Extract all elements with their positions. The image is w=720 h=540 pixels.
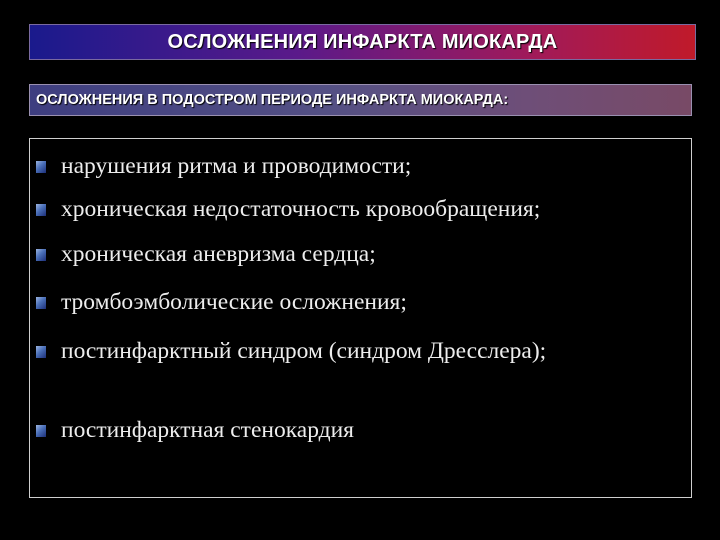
list-item [36,239,676,270]
square-bullet-icon [36,161,46,173]
list-item-text: нарушения ритма и проводимости; [61,153,412,179]
list-item-text: хроническая аневризма сердца; [61,241,376,267]
slide-title-bar [29,24,696,60]
list-item [36,151,676,182]
list-item [36,336,556,367]
square-bullet-icon [36,249,46,261]
square-bullet-icon [36,346,46,358]
complications-list-box [29,138,692,498]
list-item [36,287,676,318]
section-heading: ОСЛОЖНЕНИЯ В ПОДОСТРОМ ПЕРИОДЕ ИНФАРКТА МИОКАРДА: [36,92,509,108]
list-item-text: постинфарктная стенокардия [61,417,354,443]
list-item-text: постинфарктный синдром (синдром Дресслера); [61,338,547,364]
section-heading-bar [29,84,692,116]
list-item-text: хроническая недостаточность кровообращения; [61,196,541,222]
list-item [36,415,676,446]
square-bullet-icon [36,425,46,437]
square-bullet-icon [36,204,46,216]
list-item-text: тромбоэмболические осложнения; [61,289,407,315]
square-bullet-icon [36,297,46,309]
slide-title: ОСЛОЖНЕНИЯ ИНФАРКТА МИОКАРДА [167,30,558,53]
list-item [36,194,676,225]
